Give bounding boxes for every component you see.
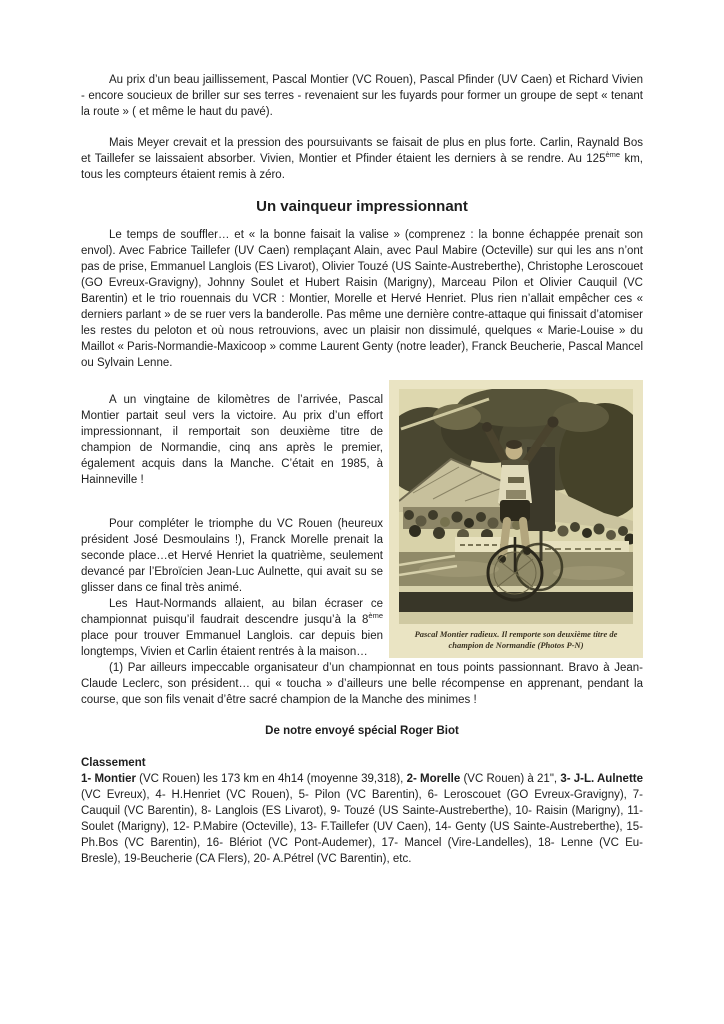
newspaper-photo-clipping [389, 380, 643, 658]
road [399, 592, 633, 612]
two-column-section [81, 380, 643, 660]
classement-title: Classement [81, 757, 146, 769]
paragraph-chase: Mais Meyer crevait et la pression des poursuivants se faisait de plus en plus forte. Carlin, Raynald Bos et Taillefer se laissaient absorber. Vivien, Montier et Pfinder étaient les derniers à se rendre. Au 125ème km, tous les compteurs étaient remis à zéro. [81, 137, 643, 181]
byline: De notre envoyé spécial Roger Biot [265, 725, 459, 737]
paragraph-victory: A un vingtaine de kilomètres de l’arrivée, Pascal Montier partait seul vers la victoire. Au prix d’un effort impressionnant, il remportait son deuxième titre de champion de Normandie, cinq ans après le premier, également acquis dans la Manche. C’était en 1985, à Hainneville ! [81, 394, 383, 486]
curb [399, 586, 633, 592]
finish-line-photo [399, 389, 633, 624]
finish-line-photo-illustration [399, 389, 633, 624]
paragraph-podium: Pour compléter le triomphe du VC Rouen (heureux président José Desmoulains !), Franck Morelle prenait la seconde place…et Hervé Henriet la quatrième, seulement devancé par l’Ebroïcien Jean-Luc Aulnette, qui avait su se glisser dans ce final très animé. [81, 518, 383, 594]
section-heading: Un vainqueur impressionnant [256, 198, 468, 215]
left-column [81, 380, 383, 660]
paragraph-breakaway: Le temps de souffler… et « la bonne faisait la valise » (comprenez : la bonne échappée prenait son envol). Avec Fabrice Taillefer (UV Caen) remplaçant Alain, avec Paul Mabire (Octeville) sur qui les ans n’ont pas de prise, Emmanuel Langlois (ES Livarot), Olivier Touzé (US Sainte-Austreberthe), Christophe Leroscouet (GO Evreux-Gravigny), Johnny Soulet et Hubert Raisin (Marigny), Marceau Pilon et Olivier Cauquil (VC Barentin) et le trio rouennais du VCR : Montier, Morelle et Hervé Henriet. Plus rien n’allait empêcher ces « derniers parlant » de se ruer vers la banderolle. Pas même une dernière contre-attaque qui finissait d’atomiser les restes du peloton et où nous retrouvions, avec un plaisir non dissimulé, quelques « Marie-Louise » du Maillot « Paris-Normandie-Maxicoop » comme Laurent Genty (notre leader), Franck Beucherie, Pascal Mancel ou Sylvain Lenne. [81, 229, 643, 369]
footnote: (1) Par ailleurs impeccable organisateur d’un championnat en tous points passionnant. Bravo à Jean-Claude Leclerc, son président… qui « toucha » d’ailleurs une belle récompense en apprenant, pendant la course, que son fils venait d’être sacré champion de la Manche des minimes ! [81, 662, 643, 706]
photo-caption: Pascal Montier radieux. Il remporte son deuxième titre de champion de Normandie (Photos P-N) [414, 629, 618, 650]
classement-text: 1- Montier (VC Rouen) les 173 km en 4h14 (moyenne 39,318), 2- Morelle (VC Rouen) à 21", 3- J-L. Aulnette (VC Evreux), 4- H.Henriet (VC Rouen), 5- Pilon (VC Barentin), 6- Leroscouet (GO Evreux-Gravigny), 7- Cauquil (VC Barentin), 8- Langlois (ES Livarot), 9- Touzé (US Sainte-Austreberthe), 10- Raisin (Marigny), 11- Soulet (Marigny), 12- P.Mabire (Octeville), 13- F.Taillefer (UV Caen), 14- Genty (US Sainte-Austreberthe), 15- Ph.Bos (VC Barentin), 16- Blériot (VC Pont-Audemer), 17- Mancel (Vire-Landelles), 18- Lenne (VC Eu-Bresle), 19-Beucherie (CA Flers), 20- A.Pétrel (VC Barentin), etc. [81, 773, 643, 865]
paragraph-bilan: Les Haut-Normands allaient, au bilan écraser ce championnat puisqu’il faudrait descendre jusqu’à la 8ème place pour trouver Emmanuel Langlois. car depuis bien longtemps, Vivien et Carlin étaient rentrés à la maison… [81, 598, 383, 658]
paragraph-intro: Au prix d’un beau jaillissement, Pascal Montier (VC Rouen), Pascal Pfinder (UV Caen) et Richard Vivien - encore soucieux de briller sur ses terres - revenaient sur les fuyards pour former un groupe de sept « tenant la route » ( et même le haut du pavé). [81, 74, 643, 118]
